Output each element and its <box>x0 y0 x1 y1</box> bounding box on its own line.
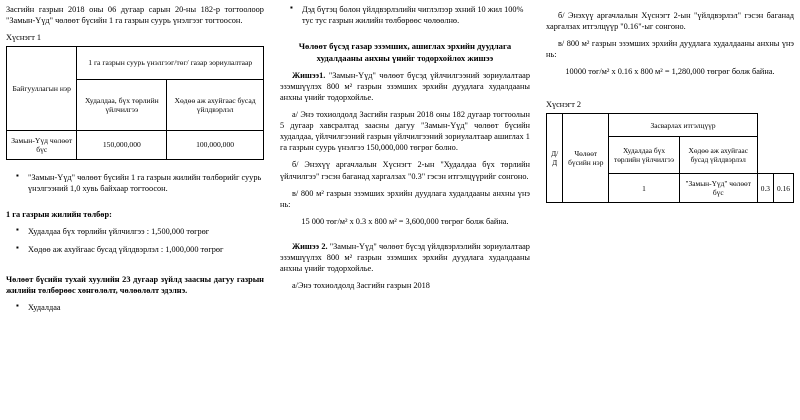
intro-paragraph: Засгийн газрын 2018 оны 06 дугаар сарын 20-ны 182-р тогтоолоор "Замын-Үүд" чөлөөт бүсийн 1 га газрын суурь үнэлгээг тогтоосон. <box>6 5 264 26</box>
table1-row-name: Замын-Үүд чөлөөт бүс <box>7 131 77 160</box>
table1-subcol-production: Хөдөө аж ахуйгаас бусад үйлдвэрлэл <box>167 80 264 131</box>
annual-fee-heading: 1 га газрын жилийн төлбөр: <box>6 210 112 220</box>
example1-paragraph <box>280 70 530 103</box>
example1-lead: Жишээ1. <box>291 71 326 81</box>
example1-step-c: в/ 800 м² газрын эзэмших эрхийн дуудлага худалдааны анхны үнэ нь: <box>279 188 530 209</box>
example1-step-c-calc: 15 000 төг/м² х 0.3 х 800 м² = 3,600,000 төгрөг болж байна. <box>301 216 509 226</box>
list-item: ▪ Дэд бүтэц болон үйлдвэрлэлийн чиглэлээр эхний 10 жил 100% тус тус газрын жилийн төлбөрөөс чөлөөлнө. <box>302 4 530 26</box>
example1-step-a: а/ Энэ тохиолдолд Засгийн газрын 2018 оны 182 дугаар тогтоолын 5 дугаар хавсралтад заасны дагуу "Замын-Үүд" чөлөөт бүсийн худалдаа, үйлчилгээний газрын үйлчилгээний зориулалтаар ашиглах 1 га газрын суурь үнэлгээ 150,000,000 төгрөг болно. <box>279 110 530 153</box>
example1-body: "Замын-Үүд" чөлөөт бүсэд үйлчилгээний зориулалтаар эзэмшүүлэх 800 м² газрын эзэмших эрхийн дуудлага худалдааны анхны үнийг тодорхойлье. <box>279 71 530 103</box>
table1-subcol-trade: Худалдаа, бүх төрлийн үйлчилгээ <box>77 80 167 131</box>
table1-col1-header: Байгууллагын нэр <box>7 47 77 131</box>
base-valuation-table <box>6 46 264 160</box>
table1-row-val1: 150,000,000 <box>77 131 167 160</box>
bullet-list-infrastructure <box>280 4 530 26</box>
table1-label: Хүснэгт 1 <box>6 33 42 43</box>
list-item: ▪ Хөдөө аж ахуйгаас бусад үйлдвэрлэл : 1,000,000 төгрөг <box>28 244 264 255</box>
bullet-list-fees <box>6 226 264 255</box>
column-middle <box>272 4 538 420</box>
table1-col2-header: 1 га газрын суурь үнэлгээг/төг/ газар зориулалтаар <box>77 47 263 80</box>
table-row <box>546 114 793 137</box>
table2-row-name: "Замын-Үүд" чөлөөт бүс <box>679 174 757 203</box>
table2-subcol-trade: Худалдаа бүх төрлийн үйлчилгээ <box>609 137 679 174</box>
table2-label: Хүснэгт 2 <box>545 100 582 110</box>
example2-lead: Жишээ 2. <box>291 241 328 251</box>
table2-row-v2: 0.16 <box>774 174 794 203</box>
table2-row-v1: 0.3 <box>757 174 773 203</box>
column-left <box>6 4 272 420</box>
table2-col-dd: Д/Д <box>546 114 562 203</box>
list-item: ▪ Худалдаа <box>28 302 264 313</box>
example2-paragraph <box>280 241 530 274</box>
example2-step-c-calc: 10000 төг/м² х 0.16 х 800 м² = 1,280,000 төгрөг болж байна. <box>565 67 775 77</box>
table1-row-val2: 100,000,000 <box>167 131 264 160</box>
list-item: ▪ "Замын-Үүд" чөлөөт бүсийн 1 га газрын жилийн төлбөрийг суурь үнэлгээний 1,0 хувь байхаар тогтоосон. <box>28 172 264 194</box>
bullet-list-exemption <box>6 302 264 313</box>
example2-body: "Замын-Үүд" чөлөөт бүсэд үйлдвэрлэлийн зориулалтаар эзэмшүүлэх 800 м² газрын эзэмших эрхийн дуудлага худалдааны анхны үнийг тодорхойлье. <box>279 241 530 273</box>
table2-col-group: Засварлах итгэлцүүр <box>609 114 757 137</box>
example2-step-b: б/ Энэхүү аргачлалын Хүснэгт 2-ын "үйлдвэрлэл" гэсэн баганад харгалзах итгэлцүүр "0.16"-ыг сонгоно. <box>545 11 794 32</box>
list-item: ▪ Худалдаа бүх төрлийн үйлчилгээ : 1,500,000 төгрөг <box>28 226 264 237</box>
bullet-list-rate <box>6 172 264 194</box>
example-section-heading: Чөлөөт бүсэд газар эзэмших, ашиглах эрхийн дуудлага худалдааны анхны үнийг тодорхойлох жишээ <box>298 41 512 63</box>
table-row <box>7 47 264 80</box>
example2-step-c: в/ 800 м² газрын эзэмших эрхийн дуудлага худалдааны анхны үнэ нь: <box>545 39 794 60</box>
table2-col-name: Чөлөөт бүсийн нэр <box>563 114 609 203</box>
column-right <box>538 4 794 420</box>
table2-row-dd: 1 <box>609 174 679 203</box>
table2-subcol-production: Хөдөө аж ахуйгаас бусад үйлдвэрлэл <box>679 137 757 174</box>
exemption-heading: Чөлөөт бүсийн тухай хуулийн 23 дугаар зүйлд заасны дагуу газрын жилийн төлбөрөөс хөнгөлөлт, чөлөөлөлт эдэлнэ. <box>6 275 264 296</box>
coefficient-table <box>546 113 794 203</box>
table-row <box>7 131 264 160</box>
example1-step-b: б/ Энэхүү аргачлалын Хүснэгт 2-ын "Худалдаа бүх төрлийн үйлчилгээ" гэсэн баганад харгалзах "0.3" гэсэн итгэлцүүрийг сонгоно. <box>279 160 530 181</box>
example2-step-a: а/Энэ тохиолдолд Засгийн газрын 2018 <box>291 280 430 290</box>
